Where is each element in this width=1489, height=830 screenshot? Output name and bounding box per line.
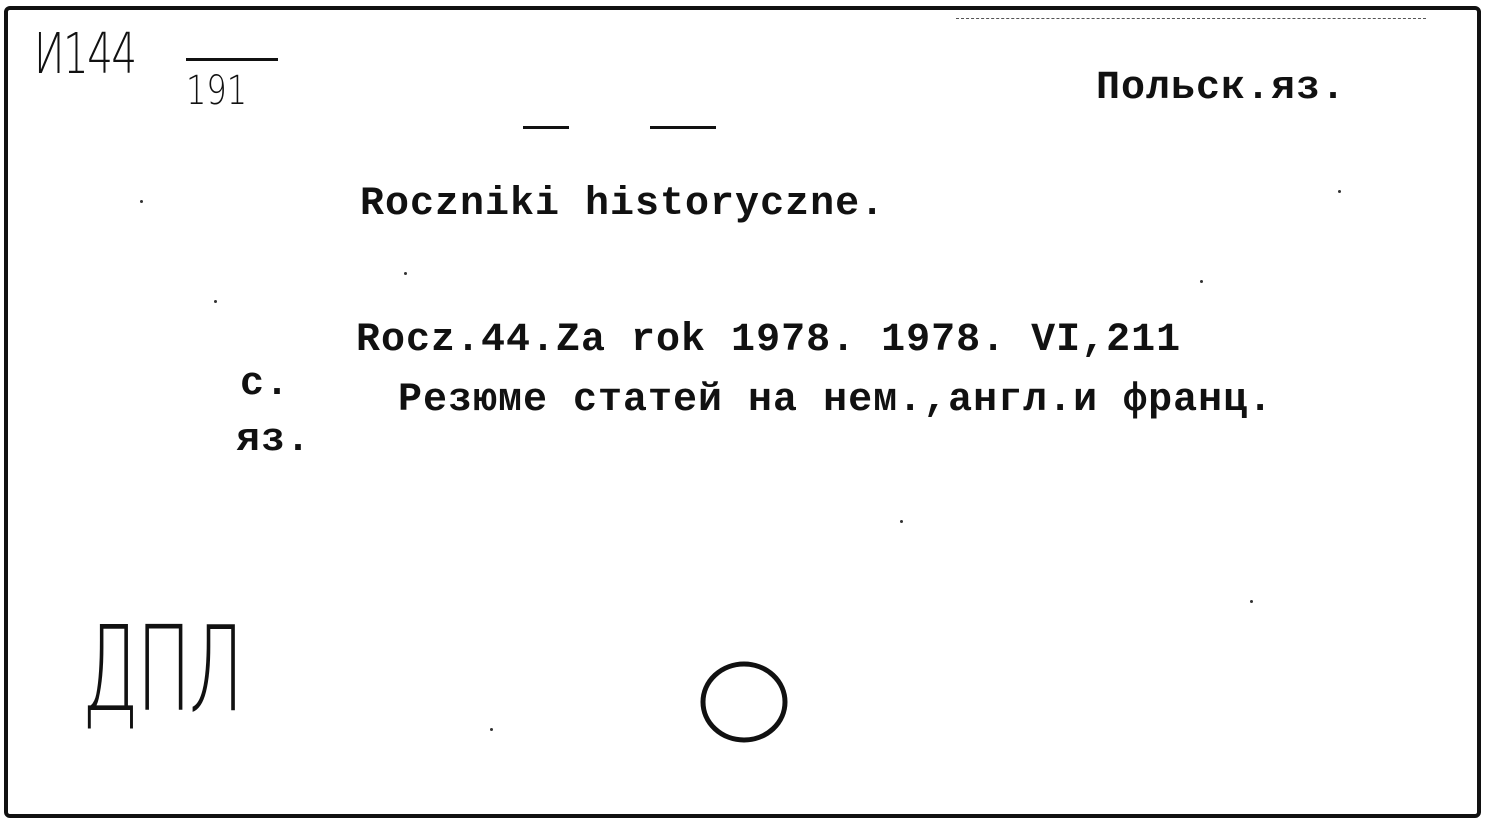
entry-line-3: яз. [236, 418, 312, 463]
speck [404, 272, 407, 275]
dash-mark [523, 126, 569, 129]
speck [140, 200, 143, 203]
entry-line-1: Rocz.44.Za rok 1978. 1978. VI,211 [356, 318, 1182, 363]
speck [490, 728, 493, 731]
call-number: И144 [34, 22, 136, 87]
punch-hole-circle [700, 660, 788, 744]
publication-title: Roczniki historyczne. [360, 182, 886, 227]
call-number-sub: 191 [186, 68, 248, 114]
speck [1338, 190, 1341, 193]
speck [1250, 600, 1253, 603]
top-edge-line [956, 18, 1426, 19]
handwritten-mark: ДПЛ [82, 600, 242, 738]
language-note: Польск.яз. [1096, 66, 1347, 111]
speck [214, 300, 217, 303]
entry-page-unit: с. [240, 362, 291, 407]
entry-line-2: Резюме статей на нем.,англ.и франц. [398, 378, 1274, 423]
speck [1200, 280, 1203, 283]
speck [900, 520, 903, 523]
call-number-divider [186, 58, 278, 61]
dash-mark [650, 126, 716, 129]
